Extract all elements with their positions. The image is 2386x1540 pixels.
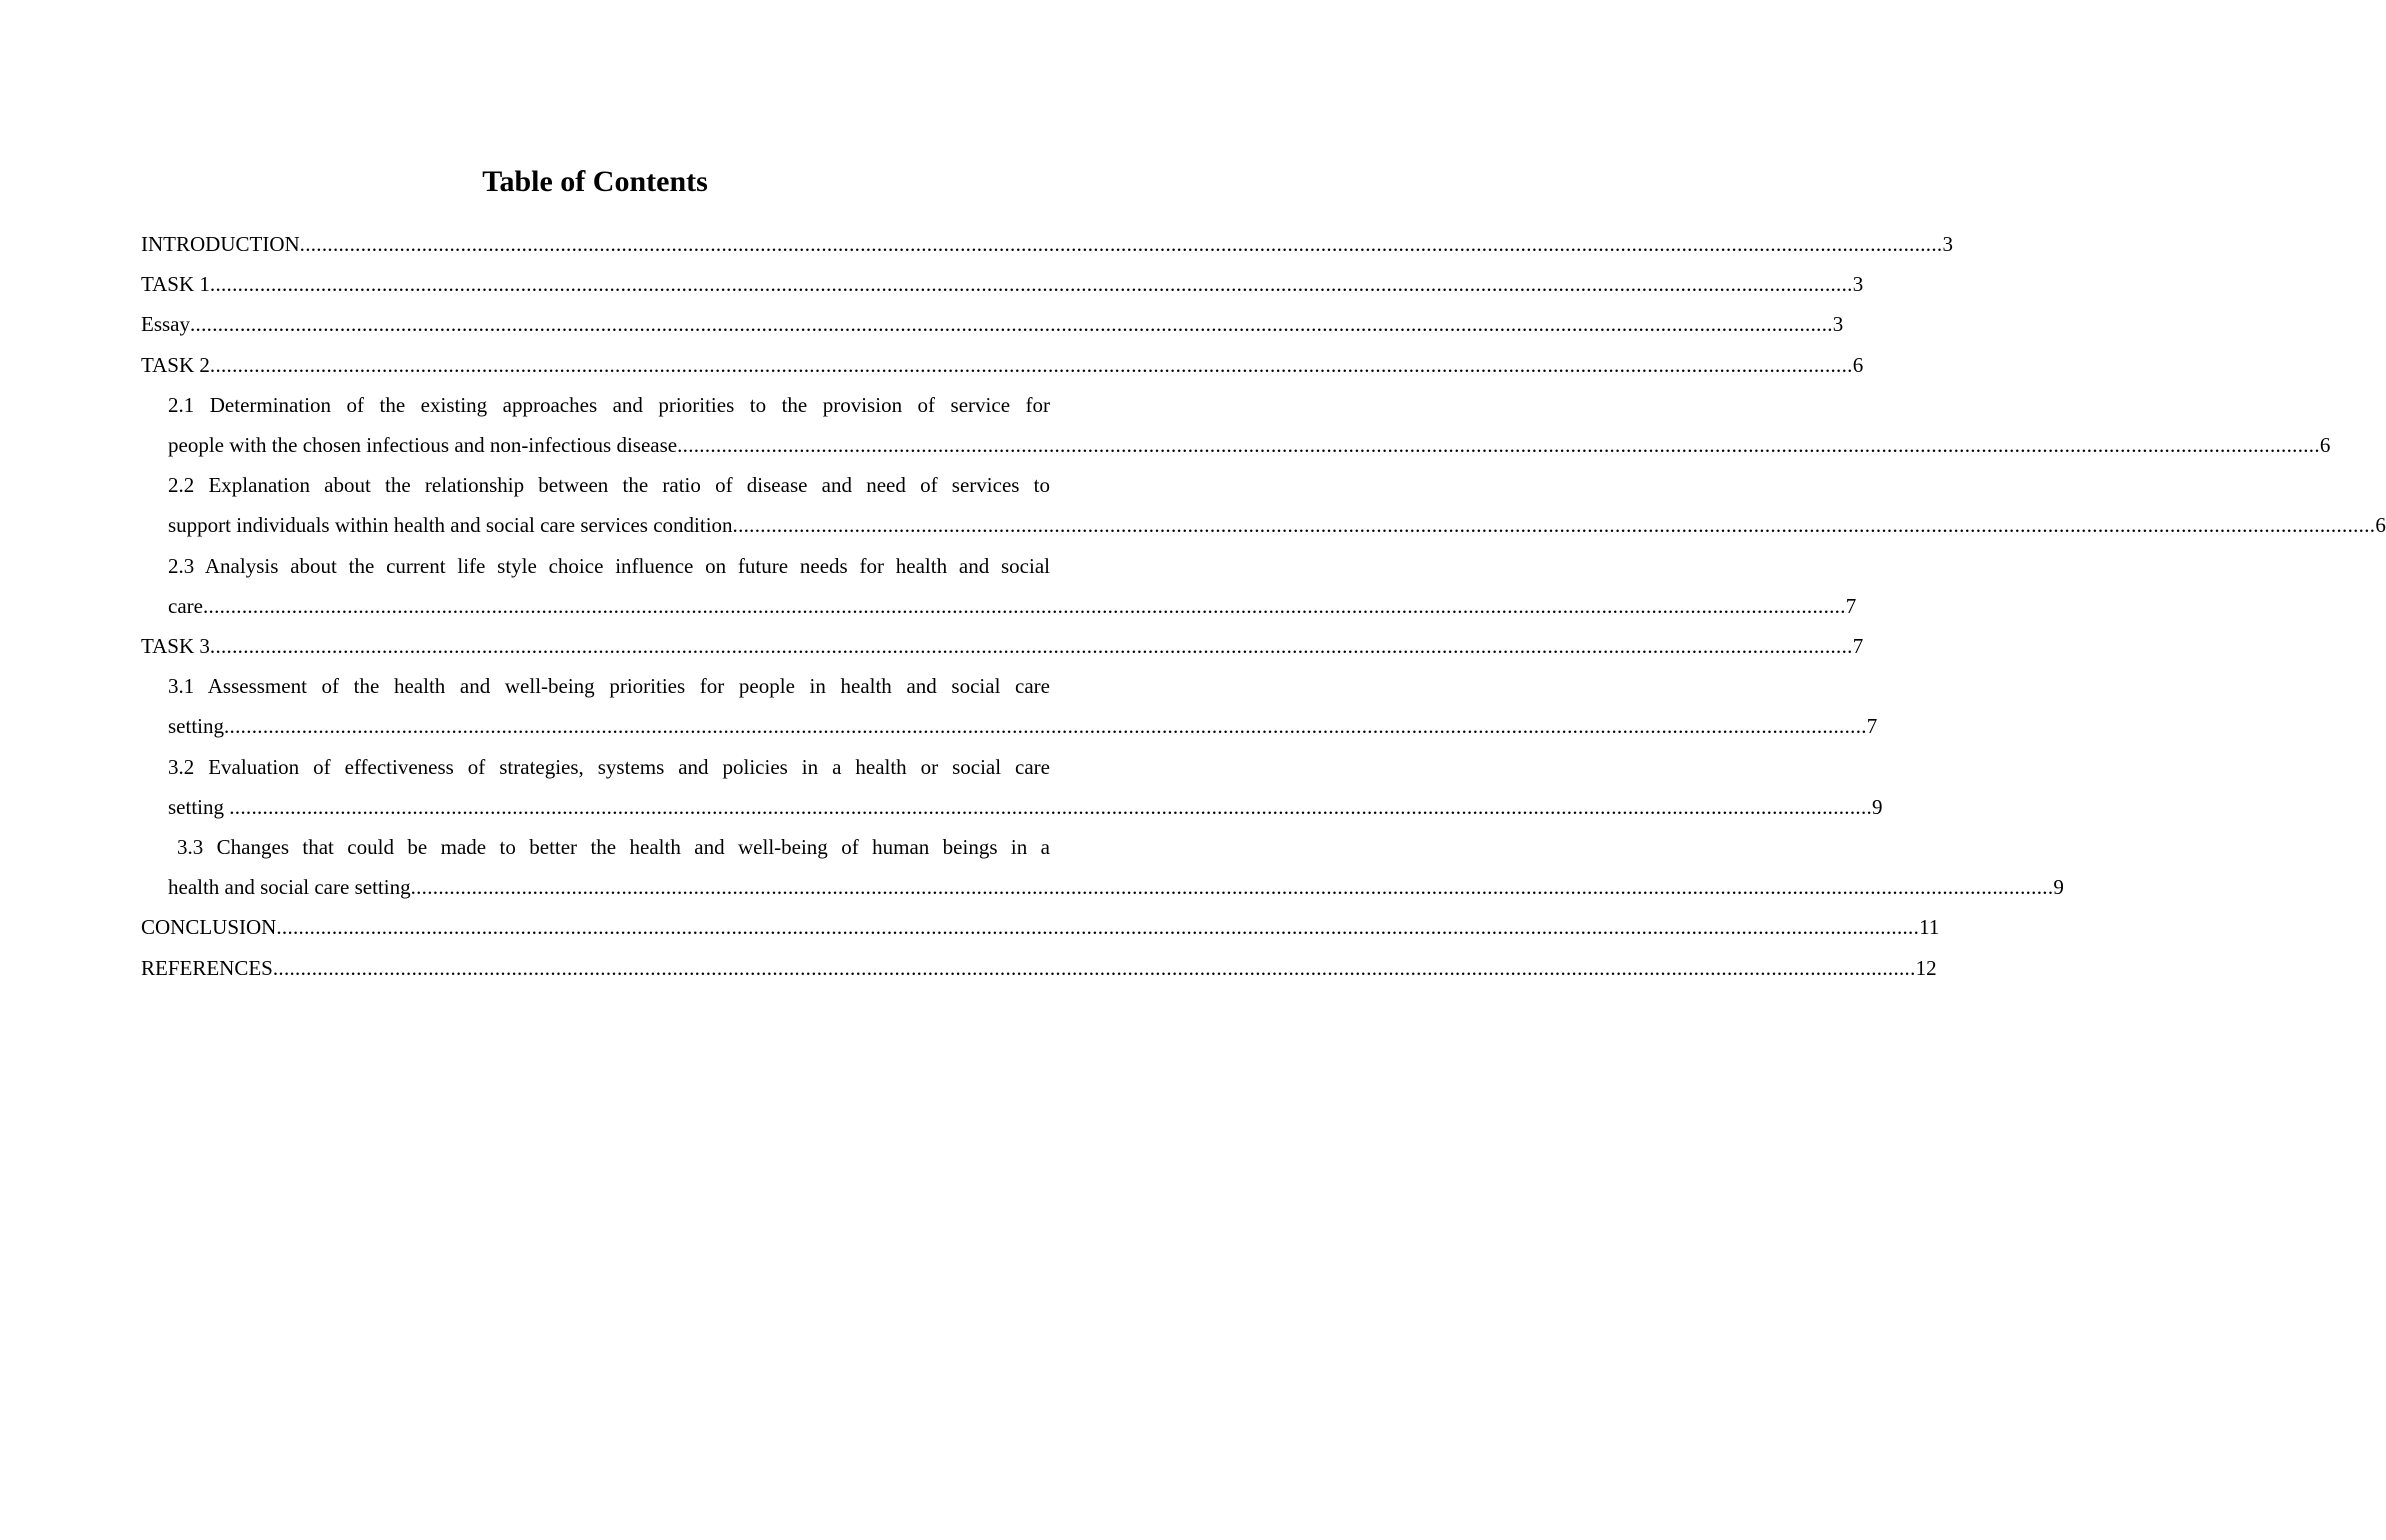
toc-entry-label-line1: 3.1 Assessment of the health and well-being priorities for people in health and social care [168, 674, 1050, 699]
dot-leader: ........................................................................................................................................................................................................................................................................................................ [677, 433, 2320, 458]
toc-entry-label-line2: care [168, 593, 203, 618]
dot-leader: ........................................................................................................................................................................................................................................................................................................ [229, 794, 1873, 819]
toc-page-number: 12 [1915, 955, 1937, 980]
toc-page-number: 11 [1919, 915, 1940, 940]
toc-page-number: 6 [2319, 433, 2331, 458]
table-of-contents [141, 224, 2386, 988]
dot-leader: ........................................................................................................................................................................................................................................................................................................ [272, 955, 1916, 980]
toc-entry-2-1[interactable] [168, 385, 2331, 465]
toc-entry-label-line1: 3.2 Evaluation of effectiveness of strategies, systems and policies in a health or social care [168, 754, 1050, 779]
toc-entry-2-2[interactable] [168, 465, 2386, 545]
toc-page-number: 3 [1852, 272, 1864, 297]
toc-entry-introduction[interactable] [141, 224, 1953, 264]
dot-leader: ........................................................................................................................................................................................................................................................................................................ [209, 634, 1853, 659]
toc-page-number: 7 [1852, 634, 1864, 659]
dot-leader: ........................................................................................................................................................................................................................................................................................................ [209, 352, 1853, 377]
toc-entry-essay[interactable] [141, 304, 1844, 344]
toc-entry-label: TASK 3 [141, 634, 210, 659]
toc-entry-task-3[interactable] [141, 626, 1864, 666]
toc-page-number: 6 [1852, 352, 1864, 377]
toc-entry-label-line2: support individuals within health and social care services condition [168, 513, 733, 538]
toc-entry-label: INTRODUCTION [141, 232, 300, 256]
dot-leader: ........................................................................................................................................................................................................................................................................................................ [276, 915, 1920, 940]
toc-entry-label-line2: setting [168, 794, 230, 819]
toc-page-number: 3 [1832, 312, 1844, 337]
toc-entry-3-1[interactable] [168, 666, 1878, 746]
toc-entry-label-line1: 2.3 Analysis about the current life style choice influence on future needs for health and social [168, 553, 1050, 578]
toc-entry-conclusion[interactable] [141, 907, 1940, 947]
toc-entry-label-line2: setting [168, 714, 224, 739]
toc-page-number: 6 [2375, 513, 2386, 538]
dot-leader: ........................................................................................................................................................................................................................................................................................................ [190, 312, 1833, 337]
toc-entry-label-line1: 3.3 Changes that could be made to better the health and well-being of human beings in a [177, 835, 1050, 860]
toc-entry-2-3[interactable] [168, 546, 1857, 626]
toc-entry-references[interactable] [141, 948, 1937, 988]
toc-entry-label: CONCLUSION [141, 915, 277, 940]
toc-entry-3-2[interactable] [168, 747, 1883, 827]
toc-entry-label-line1: 2.2 Explanation about the relationship between the ratio of disease and need of services to [168, 473, 1050, 498]
toc-entry-label: REFERENCES [141, 955, 273, 980]
dot-leader: ........................................................................................................................................................................................................................................................................................................ [209, 272, 1853, 297]
toc-page-number: 7 [1866, 714, 1878, 739]
toc-entry-label: Essay [141, 312, 190, 337]
toc-entry-label-line2: people with the chosen infectious and non-infectious disease [168, 433, 678, 458]
toc-entry-label: TASK 1 [141, 272, 210, 297]
toc-page-number: 3 [1942, 232, 1953, 256]
dot-leader: ........................................................................................................................................................................................................................................................................................................ [410, 875, 2054, 900]
page-title: Table of Contents [482, 165, 708, 198]
dot-leader: ........................................................................................................................................................................................................................................................................................................ [299, 232, 1943, 256]
toc-entry-label-line1: 2.1 Determination of the existing approaches and priorities to the provision of service for [168, 392, 1050, 417]
dot-leader: ........................................................................................................................................................................................................................................................................................................ [202, 593, 1846, 618]
toc-page-number: 9 [1872, 794, 1883, 819]
dot-leader: ........................................................................................................................................................................................................................................................................................................ [224, 714, 1867, 739]
toc-entry-3-3[interactable] [168, 827, 2064, 907]
toc-entry-task-2[interactable] [141, 345, 1864, 385]
toc-entry-task-1[interactable] [141, 264, 1864, 304]
toc-entry-label-line2: health and social care setting [168, 875, 411, 900]
toc-entry-label: TASK 2 [141, 352, 210, 377]
toc-page-number: 9 [2053, 875, 2064, 900]
dot-leader: ........................................................................................................................................................................................................................................................................................................ [732, 513, 2376, 538]
toc-page-number: 7 [1845, 593, 1857, 618]
